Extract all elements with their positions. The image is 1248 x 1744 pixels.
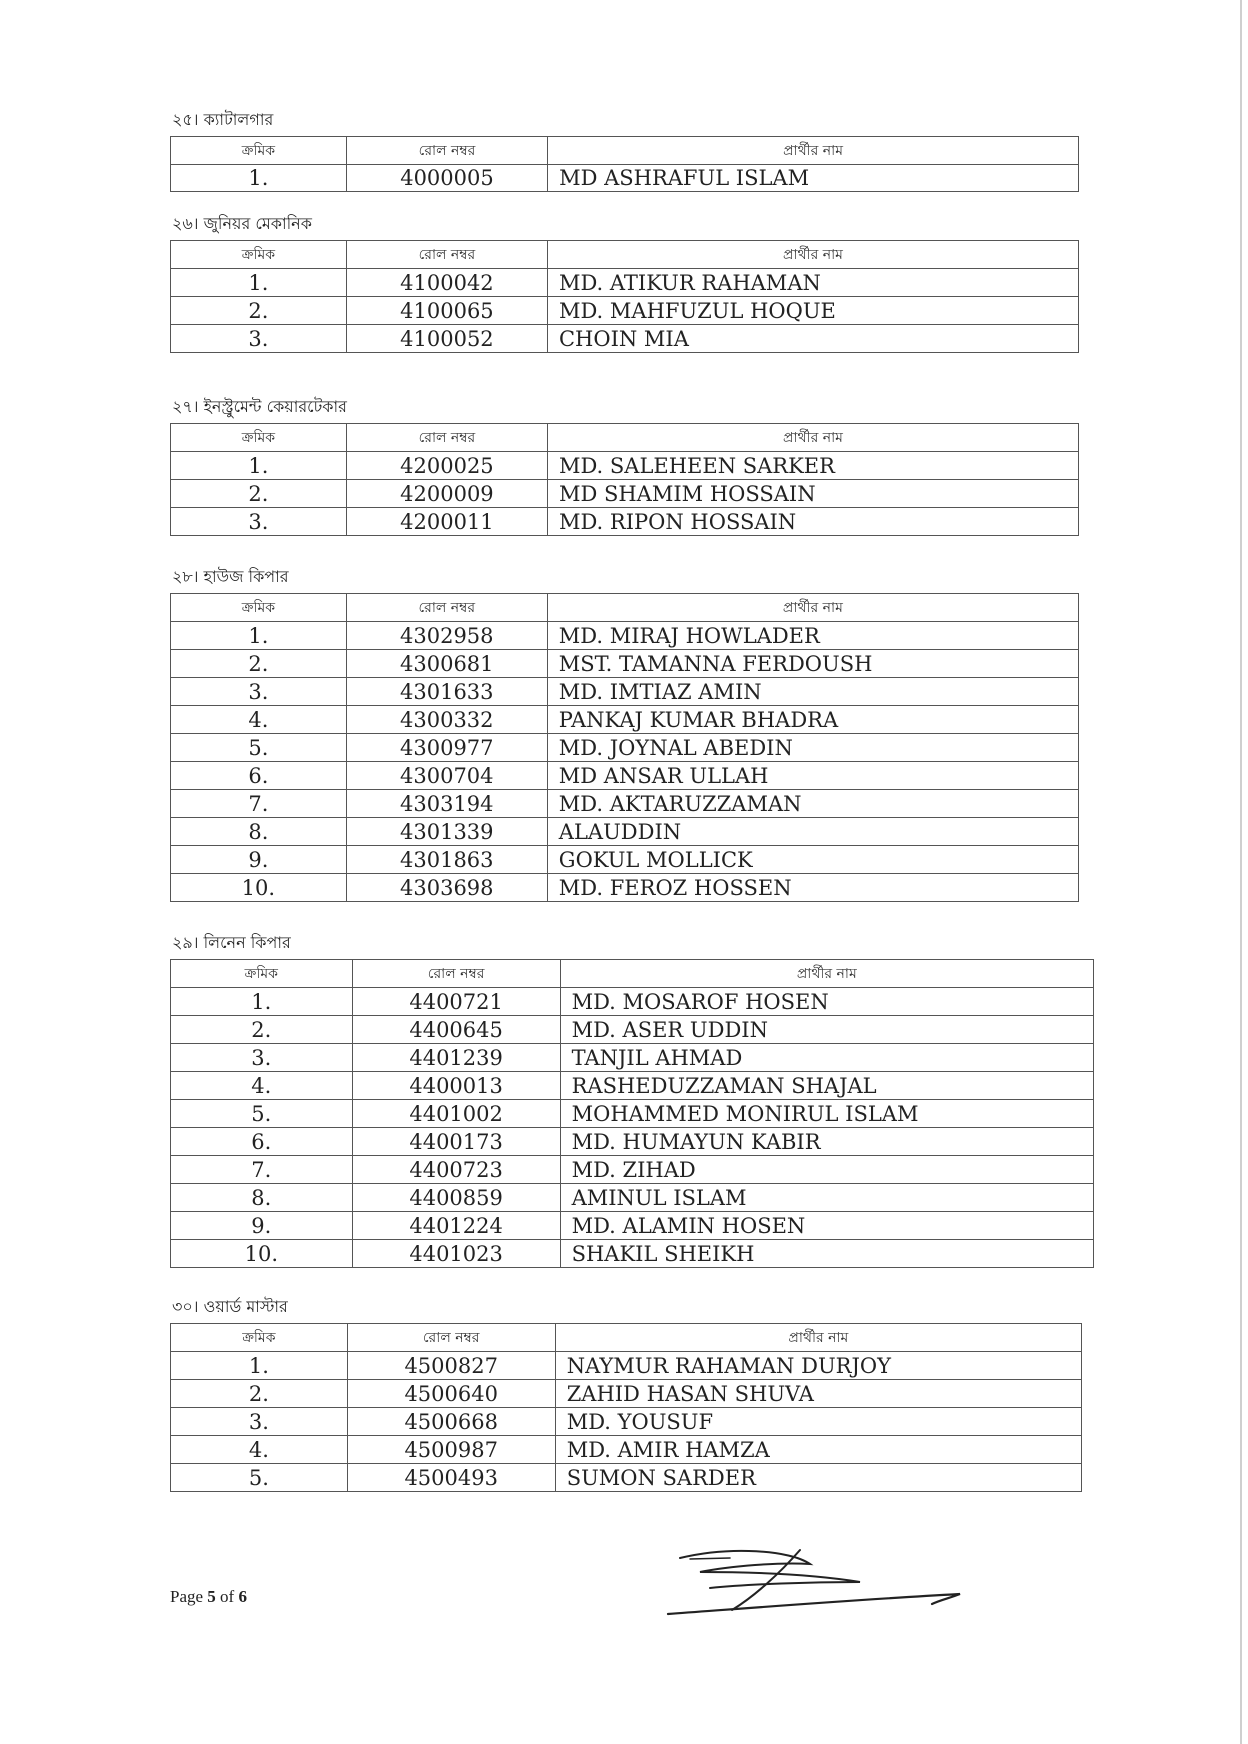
table-row bbox=[171, 1128, 1094, 1156]
table-row bbox=[171, 706, 1079, 734]
cell-sl: 8. bbox=[171, 818, 347, 846]
cell-name: PANKAJ KUMAR BHADRA bbox=[547, 706, 1078, 734]
cell-name: TANJIL AHMAD bbox=[560, 1044, 1093, 1072]
header-serial: ক্রমিক bbox=[171, 137, 347, 165]
cell-name: MD. ATIKUR RAHAMAN bbox=[547, 269, 1078, 297]
table-row bbox=[171, 1436, 1082, 1464]
table-row bbox=[171, 1464, 1082, 1492]
cell-name: MST. TAMANNA FERDOUSH bbox=[547, 650, 1078, 678]
cell-roll: 4200011 bbox=[346, 508, 547, 536]
cell-sl: 4. bbox=[171, 1436, 348, 1464]
cell-sl: 7. bbox=[171, 1156, 353, 1184]
cell-sl: 6. bbox=[171, 762, 347, 790]
section-title: ২৮। হাউজ কিপার bbox=[172, 567, 289, 586]
cell-sl: 4. bbox=[171, 706, 347, 734]
signature-image bbox=[660, 1538, 980, 1630]
cell-roll: 4400173 bbox=[352, 1128, 560, 1156]
candidate-table bbox=[170, 240, 1079, 353]
cell-name: MD. AKTARUZZAMAN bbox=[547, 790, 1078, 818]
cell-sl: 1. bbox=[171, 452, 347, 480]
table-row bbox=[171, 818, 1079, 846]
header-roll: রোল নম্বর bbox=[346, 137, 547, 165]
header-serial: ক্রমিক bbox=[171, 594, 347, 622]
cell-roll: 4401002 bbox=[352, 1100, 560, 1128]
table-row bbox=[171, 650, 1079, 678]
cell-roll: 4100042 bbox=[346, 269, 547, 297]
cell-sl: 8. bbox=[171, 1184, 353, 1212]
table-row bbox=[171, 1408, 1082, 1436]
table-row bbox=[171, 165, 1079, 192]
cell-roll: 4302958 bbox=[346, 622, 547, 650]
cell-name: MD. IMTIAZ AMIN bbox=[547, 678, 1078, 706]
table-row bbox=[171, 1156, 1094, 1184]
cell-sl: 5. bbox=[171, 1100, 353, 1128]
section bbox=[170, 565, 1079, 902]
candidate-table bbox=[170, 136, 1079, 192]
cell-sl: 10. bbox=[171, 1240, 353, 1268]
cell-sl: 7. bbox=[171, 790, 347, 818]
header-name: প্রার্থীর নাম bbox=[560, 960, 1093, 988]
section-title: ২৭। ইনস্ট্রুমেন্ট কেয়ারটেকার bbox=[172, 397, 347, 416]
cell-name: MD. JOYNAL ABEDIN bbox=[547, 734, 1078, 762]
cell-name: AMINUL ISLAM bbox=[560, 1184, 1093, 1212]
section bbox=[170, 212, 1079, 353]
table-row bbox=[171, 1184, 1094, 1212]
header-roll: রোল নম্বর bbox=[346, 594, 547, 622]
table-row bbox=[171, 1072, 1094, 1100]
table-row bbox=[171, 846, 1079, 874]
cell-roll: 4400645 bbox=[352, 1016, 560, 1044]
cell-sl: 3. bbox=[171, 678, 347, 706]
table-row bbox=[171, 678, 1079, 706]
section-title: ২৯। লিনেন কিপার bbox=[172, 933, 291, 952]
header-name: প্রার্থীর নাম bbox=[555, 1324, 1081, 1352]
cell-sl: 3. bbox=[171, 508, 347, 536]
page-prefix: Page bbox=[170, 1587, 208, 1606]
cell-name: ALAUDDIN bbox=[547, 818, 1078, 846]
table-header-row bbox=[171, 424, 1079, 452]
candidate-table bbox=[170, 1323, 1082, 1492]
header-serial: ক্রমিক bbox=[171, 960, 353, 988]
table-row bbox=[171, 480, 1079, 508]
cell-roll: 4400013 bbox=[352, 1072, 560, 1100]
table-row bbox=[171, 874, 1079, 902]
cell-roll: 4303194 bbox=[346, 790, 547, 818]
cell-roll: 4401239 bbox=[352, 1044, 560, 1072]
cell-sl: 1. bbox=[171, 988, 353, 1016]
header-serial: ক্রমিক bbox=[171, 424, 347, 452]
cell-name: MD. ASER UDDIN bbox=[560, 1016, 1093, 1044]
cell-sl: 2. bbox=[171, 1380, 348, 1408]
cell-roll: 4500668 bbox=[347, 1408, 555, 1436]
cell-roll: 4300332 bbox=[346, 706, 547, 734]
cell-roll: 4301339 bbox=[346, 818, 547, 846]
table-row bbox=[171, 269, 1079, 297]
header-name: প্রার্থীর নাম bbox=[548, 137, 1079, 165]
cell-roll: 4100065 bbox=[346, 297, 547, 325]
cell-name: MD. SALEHEEN SARKER bbox=[547, 452, 1078, 480]
cell-name: MD. FEROZ HOSSEN bbox=[547, 874, 1078, 902]
cell-name: MD. AMIR HAMZA bbox=[555, 1436, 1081, 1464]
cell-name: MD. ALAMIN HOSEN bbox=[560, 1212, 1093, 1240]
table-header-row bbox=[171, 137, 1079, 165]
table-header-row bbox=[171, 594, 1079, 622]
cell-sl: 6. bbox=[171, 1128, 353, 1156]
cell-name: MD. YOUSUF bbox=[555, 1408, 1081, 1436]
cell-sl: 5. bbox=[171, 734, 347, 762]
cell-roll: 4401023 bbox=[352, 1240, 560, 1268]
cell-roll: 4400859 bbox=[352, 1184, 560, 1212]
table-row bbox=[171, 1352, 1082, 1380]
cell-sl: 2. bbox=[171, 480, 347, 508]
table-row bbox=[171, 452, 1079, 480]
cell-name: MD ASHRAFUL ISLAM bbox=[548, 165, 1079, 192]
section bbox=[170, 395, 1079, 536]
header-name: প্রার্থীর নাম bbox=[547, 594, 1078, 622]
table-header-row bbox=[171, 1324, 1082, 1352]
table-row bbox=[171, 325, 1079, 353]
cell-roll: 4400721 bbox=[352, 988, 560, 1016]
cell-name: MD. ZIHAD bbox=[560, 1156, 1093, 1184]
cell-name: MD. HUMAYUN KABIR bbox=[560, 1128, 1093, 1156]
table-row bbox=[171, 1100, 1094, 1128]
cell-roll: 4200009 bbox=[346, 480, 547, 508]
section-title: ২৬। জুনিয়র মেকানিক bbox=[172, 214, 312, 233]
section bbox=[170, 931, 1094, 1268]
cell-name: CHOIN MIA bbox=[547, 325, 1078, 353]
page-total: 6 bbox=[238, 1587, 247, 1606]
cell-roll: 4500640 bbox=[347, 1380, 555, 1408]
table-row bbox=[171, 1016, 1094, 1044]
cell-roll: 4401224 bbox=[352, 1212, 560, 1240]
table-row bbox=[171, 1044, 1094, 1072]
cell-sl: 1. bbox=[171, 269, 347, 297]
table-row bbox=[171, 790, 1079, 818]
section bbox=[170, 1295, 1082, 1492]
table-row bbox=[171, 988, 1094, 1016]
header-name: প্রার্থীর নাম bbox=[547, 241, 1078, 269]
cell-roll: 4300681 bbox=[346, 650, 547, 678]
cell-roll: 4500987 bbox=[347, 1436, 555, 1464]
section-title: ৩০। ওয়ার্ড মাস্টার bbox=[172, 1297, 288, 1316]
cell-name: MD SHAMIM HOSSAIN bbox=[547, 480, 1078, 508]
cell-sl: 3. bbox=[171, 1044, 353, 1072]
cell-roll: 4300704 bbox=[346, 762, 547, 790]
cell-roll: 4500827 bbox=[347, 1352, 555, 1380]
section-title: ২৫। ক্যাটালগার bbox=[172, 110, 274, 129]
header-roll: রোল নম্বর bbox=[346, 424, 547, 452]
candidate-table bbox=[170, 959, 1094, 1268]
header-serial: ক্রমিক bbox=[171, 241, 347, 269]
cell-name: RASHEDUZZAMAN SHAJAL bbox=[560, 1072, 1093, 1100]
candidate-table bbox=[170, 423, 1079, 536]
cell-sl: 2. bbox=[171, 1016, 353, 1044]
header-name: প্রার্থীর নাম bbox=[547, 424, 1078, 452]
section bbox=[170, 108, 1079, 192]
cell-sl: 9. bbox=[171, 846, 347, 874]
cell-name: MD. MOSAROF HOSEN bbox=[560, 988, 1093, 1016]
header-serial: ক্রমিক bbox=[171, 1324, 348, 1352]
table-header-row bbox=[171, 241, 1079, 269]
cell-sl: 2. bbox=[171, 297, 347, 325]
cell-roll: 4303698 bbox=[346, 874, 547, 902]
table-row bbox=[171, 1212, 1094, 1240]
table-row bbox=[171, 762, 1079, 790]
table-row bbox=[171, 1380, 1082, 1408]
candidate-table bbox=[170, 593, 1079, 902]
cell-sl: 9. bbox=[171, 1212, 353, 1240]
header-roll: রোল নম্বর bbox=[347, 1324, 555, 1352]
cell-roll: 4200025 bbox=[346, 452, 547, 480]
cell-name: MOHAMMED MONIRUL ISLAM bbox=[560, 1100, 1093, 1128]
cell-roll: 4400723 bbox=[352, 1156, 560, 1184]
cell-sl: 4. bbox=[171, 1072, 353, 1100]
cell-name: MD. MAHFUZUL HOQUE bbox=[547, 297, 1078, 325]
cell-name: MD ANSAR ULLAH bbox=[547, 762, 1078, 790]
table-row bbox=[171, 297, 1079, 325]
cell-name: MD. RIPON HOSSAIN bbox=[547, 508, 1078, 536]
cell-sl: 5. bbox=[171, 1464, 348, 1492]
table-row bbox=[171, 1240, 1094, 1268]
page-separator: of bbox=[215, 1587, 239, 1606]
cell-roll: 4100052 bbox=[346, 325, 547, 353]
cell-name: SUMON SARDER bbox=[555, 1464, 1081, 1492]
page-current: 5 bbox=[207, 1587, 216, 1606]
cell-roll: 4000005 bbox=[346, 165, 547, 192]
cell-name: MD. MIRAJ HOWLADER bbox=[547, 622, 1078, 650]
cell-roll: 4300977 bbox=[346, 734, 547, 762]
table-row bbox=[171, 508, 1079, 536]
page-edge bbox=[1240, 0, 1242, 1744]
table-row bbox=[171, 734, 1079, 762]
page-number bbox=[170, 1587, 247, 1607]
cell-roll: 4301633 bbox=[346, 678, 547, 706]
cell-sl: 3. bbox=[171, 1408, 348, 1436]
cell-sl: 2. bbox=[171, 650, 347, 678]
header-roll: রোল নম্বর bbox=[346, 241, 547, 269]
cell-sl: 1. bbox=[171, 165, 347, 192]
header-roll: রোল নম্বর bbox=[352, 960, 560, 988]
cell-name: GOKUL MOLLICK bbox=[547, 846, 1078, 874]
cell-sl: 3. bbox=[171, 325, 347, 353]
cell-name: NAYMUR RAHAMAN DURJOY bbox=[555, 1352, 1081, 1380]
cell-name: ZAHID HASAN SHUVA bbox=[555, 1380, 1081, 1408]
cell-roll: 4500493 bbox=[347, 1464, 555, 1492]
cell-name: SHAKIL SHEIKH bbox=[560, 1240, 1093, 1268]
cell-roll: 4301863 bbox=[346, 846, 547, 874]
cell-sl: 1. bbox=[171, 622, 347, 650]
table-header-row bbox=[171, 960, 1094, 988]
table-row bbox=[171, 622, 1079, 650]
cell-sl: 1. bbox=[171, 1352, 348, 1380]
cell-sl: 10. bbox=[171, 874, 347, 902]
